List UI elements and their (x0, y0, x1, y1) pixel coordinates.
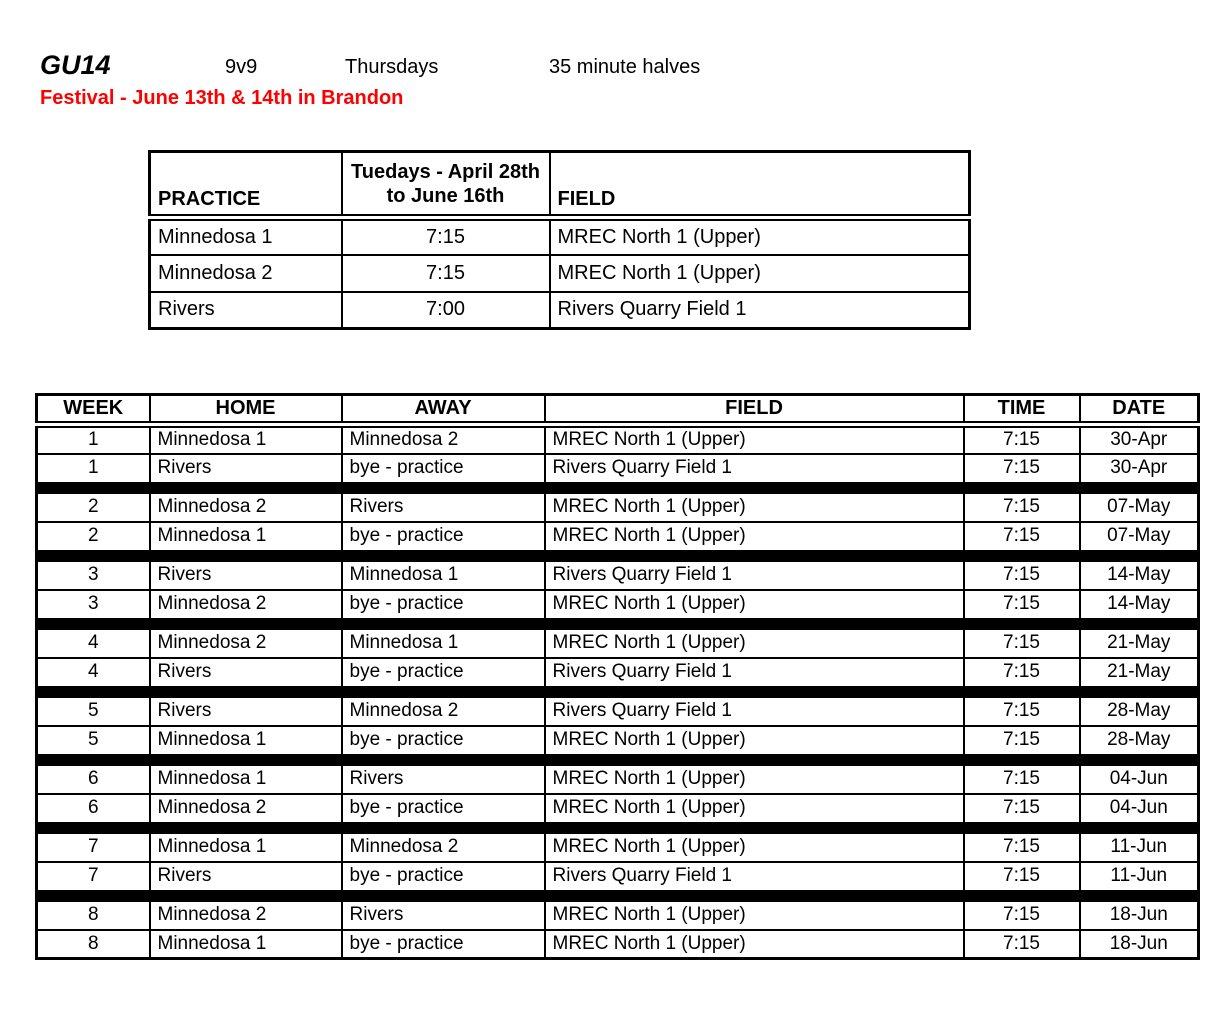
schedule-cell: 18-Jun (1080, 901, 1199, 930)
schedule-cell: 6 (37, 765, 150, 794)
week-separator (37, 483, 1199, 493)
schedule-cell: MREC North 1 (Upper) (545, 901, 964, 930)
schedule-cell: bye - practice (342, 658, 545, 687)
schedule-cell: bye - practice (342, 590, 545, 619)
schedule-cell: bye - practice (342, 454, 545, 483)
week-separator (37, 687, 1199, 697)
schedule-cell: 7 (37, 862, 150, 891)
schedule-cell: 30-Apr (1080, 454, 1199, 483)
schedule-cell: 7:15 (964, 658, 1080, 687)
schedule-cell: Rivers (150, 658, 342, 687)
practice-table-body (150, 218, 970, 329)
schedule-cell: MREC North 1 (Upper) (545, 493, 964, 522)
schedule-cell: 04-Jun (1080, 794, 1199, 823)
schedule-cell: Rivers Quarry Field 1 (545, 862, 964, 891)
schedule-row (37, 590, 1199, 619)
practice-table (148, 150, 971, 330)
schedule-cell: 7:15 (964, 454, 1080, 483)
schedule-cell: MREC North 1 (Upper) (545, 590, 964, 619)
game-format-label: 9v9 (225, 56, 258, 78)
schedule-cell: 8 (37, 901, 150, 930)
schedule-header-cell: HOME (150, 395, 342, 425)
practice-cell: 7:15 (342, 218, 550, 255)
practice-row (150, 255, 970, 292)
schedule-cell: bye - practice (342, 930, 545, 959)
schedule-cell: 7:15 (964, 590, 1080, 619)
halves-length-label: 35 minute halves (549, 56, 701, 78)
schedule-cell: Minnedosa 2 (150, 590, 342, 619)
week-separator-bar (37, 823, 1199, 833)
practice-header-cell: Tuedays - April 28th to June 16th (342, 152, 550, 218)
schedule-cell: 3 (37, 590, 150, 619)
page-title: GU14 (40, 50, 111, 80)
schedule-cell: Minnedosa 1 (150, 522, 342, 551)
schedule-row (37, 425, 1199, 454)
week-separator (37, 619, 1199, 629)
schedule-cell: MREC North 1 (Upper) (545, 726, 964, 755)
schedule-cell: 7:15 (964, 862, 1080, 891)
schedule-cell: 5 (37, 726, 150, 755)
schedule-cell: 18-Jun (1080, 930, 1199, 959)
schedule-cell: 7:15 (964, 901, 1080, 930)
schedule-cell: Rivers (342, 493, 545, 522)
schedule-cell: 21-May (1080, 658, 1199, 687)
week-separator (37, 823, 1199, 833)
practice-cell: Minnedosa 2 (150, 255, 342, 292)
schedule-row (37, 765, 1199, 794)
schedule-row (37, 493, 1199, 522)
schedule-cell: 2 (37, 522, 150, 551)
schedule-cell: 7 (37, 833, 150, 862)
practice-cell: Rivers (150, 292, 342, 329)
schedule-cell: Minnedosa 2 (342, 425, 545, 454)
schedule-cell: Rivers Quarry Field 1 (545, 454, 964, 483)
schedule-cell: 7:15 (964, 726, 1080, 755)
practice-header-cell: PRACTICE (150, 152, 342, 218)
schedule-cell: Rivers (342, 901, 545, 930)
schedule-cell: Minnedosa 1 (150, 930, 342, 959)
week-separator-bar (37, 891, 1199, 901)
schedule-row (37, 454, 1199, 483)
schedule-cell: 7:15 (964, 697, 1080, 726)
schedule-row (37, 561, 1199, 590)
schedule-cell: MREC North 1 (Upper) (545, 629, 964, 658)
schedule-cell: 11-Jun (1080, 862, 1199, 891)
schedule-cell: 1 (37, 425, 150, 454)
schedule-cell: Rivers Quarry Field 1 (545, 561, 964, 590)
schedule-row (37, 794, 1199, 823)
schedule-cell: Minnedosa 1 (150, 765, 342, 794)
schedule-cell: 7:15 (964, 629, 1080, 658)
schedule-cell: 28-May (1080, 726, 1199, 755)
week-separator-bar (37, 687, 1199, 697)
schedule-cell: 7:15 (964, 765, 1080, 794)
schedule-header-cell: WEEK (37, 395, 150, 425)
schedule-cell: 3 (37, 561, 150, 590)
schedule-row (37, 930, 1199, 959)
schedule-cell: 04-Jun (1080, 765, 1199, 794)
schedule-cell: MREC North 1 (Upper) (545, 930, 964, 959)
schedule-cell: Rivers Quarry Field 1 (545, 697, 964, 726)
week-separator (37, 891, 1199, 901)
schedule-table (35, 393, 1200, 960)
schedule-cell: Minnedosa 2 (342, 833, 545, 862)
practice-cell: 7:15 (342, 255, 550, 292)
schedule-cell: MREC North 1 (Upper) (545, 425, 964, 454)
schedule-header-cell: FIELD (545, 395, 964, 425)
practice-row (150, 292, 970, 329)
schedule-cell: Minnedosa 1 (150, 833, 342, 862)
schedule-cell: 7:15 (964, 522, 1080, 551)
schedule-cell: 7:15 (964, 930, 1080, 959)
schedule-cell: Minnedosa 2 (342, 697, 545, 726)
schedule-cell: 14-May (1080, 561, 1199, 590)
schedule-cell: bye - practice (342, 522, 545, 551)
schedule-cell: Minnedosa 1 (150, 726, 342, 755)
week-separator-bar (37, 551, 1199, 561)
week-separator (37, 755, 1199, 765)
schedule-cell: Rivers (150, 561, 342, 590)
schedule-cell: 8 (37, 930, 150, 959)
practice-cell: Rivers Quarry Field 1 (550, 292, 970, 329)
practice-cell: MREC North 1 (Upper) (550, 218, 970, 255)
schedule-cell: bye - practice (342, 726, 545, 755)
schedule-header-cell: DATE (1080, 395, 1199, 425)
schedule-row (37, 726, 1199, 755)
schedule-cell: 7:15 (964, 493, 1080, 522)
schedule-cell: 7:15 (964, 425, 1080, 454)
schedule-cell: 14-May (1080, 590, 1199, 619)
practice-cell: Minnedosa 1 (150, 218, 342, 255)
schedule-cell: bye - practice (342, 794, 545, 823)
week-separator-bar (37, 619, 1199, 629)
practice-header-cell: FIELD (550, 152, 970, 218)
schedule-cell: MREC North 1 (Upper) (545, 833, 964, 862)
schedule-row (37, 697, 1199, 726)
schedule-cell: 4 (37, 629, 150, 658)
schedule-cell: Minnedosa 1 (342, 561, 545, 590)
practice-cell: MREC North 1 (Upper) (550, 255, 970, 292)
schedule-cell: Minnedosa 2 (150, 794, 342, 823)
schedule-cell: MREC North 1 (Upper) (545, 765, 964, 794)
schedule-cell: 30-Apr (1080, 425, 1199, 454)
practice-cell: 7:00 (342, 292, 550, 329)
schedule-cell: Minnedosa 1 (342, 629, 545, 658)
schedule-cell: 2 (37, 493, 150, 522)
schedule-header-cell: AWAY (342, 395, 545, 425)
schedule-cell: Minnedosa 2 (150, 493, 342, 522)
week-separator-bar (37, 483, 1199, 493)
schedule-cell: Rivers Quarry Field 1 (545, 658, 964, 687)
schedule-cell: 28-May (1080, 697, 1199, 726)
schedule-row (37, 833, 1199, 862)
schedule-cell: Rivers (150, 454, 342, 483)
schedule-cell: 21-May (1080, 629, 1199, 658)
schedule-cell: 7:15 (964, 561, 1080, 590)
schedule-cell: 07-May (1080, 493, 1199, 522)
schedule-cell: 6 (37, 794, 150, 823)
practice-header-row (150, 152, 970, 218)
schedule-row (37, 901, 1199, 930)
practice-row (150, 218, 970, 255)
week-separator-bar (37, 755, 1199, 765)
schedule-cell: 07-May (1080, 522, 1199, 551)
schedule-cell: MREC North 1 (Upper) (545, 522, 964, 551)
schedule-row (37, 658, 1199, 687)
schedule-cell: 11-Jun (1080, 833, 1199, 862)
schedule-cell: 4 (37, 658, 150, 687)
schedule-cell: bye - practice (342, 862, 545, 891)
schedule-cell: Minnedosa 2 (150, 629, 342, 658)
schedule-cell: Minnedosa 1 (150, 425, 342, 454)
schedule-cell: Minnedosa 2 (150, 901, 342, 930)
schedule-row (37, 522, 1199, 551)
week-separator (37, 551, 1199, 561)
schedule-row (37, 629, 1199, 658)
schedule-cell: 7:15 (964, 794, 1080, 823)
schedule-cell: 1 (37, 454, 150, 483)
schedule-table-body (37, 425, 1199, 959)
schedule-cell: 7:15 (964, 833, 1080, 862)
schedule-cell: MREC North 1 (Upper) (545, 794, 964, 823)
schedule-row (37, 862, 1199, 891)
schedule-cell: Rivers (342, 765, 545, 794)
schedule-header-row (37, 395, 1199, 425)
game-day-label: Thursdays (345, 56, 439, 78)
schedule-cell: 5 (37, 697, 150, 726)
schedule-header-cell: TIME (964, 395, 1080, 425)
schedule-cell: Rivers (150, 862, 342, 891)
festival-note: Festival - June 13th & 14th in Brandon (40, 87, 404, 109)
schedule-cell: Rivers (150, 697, 342, 726)
